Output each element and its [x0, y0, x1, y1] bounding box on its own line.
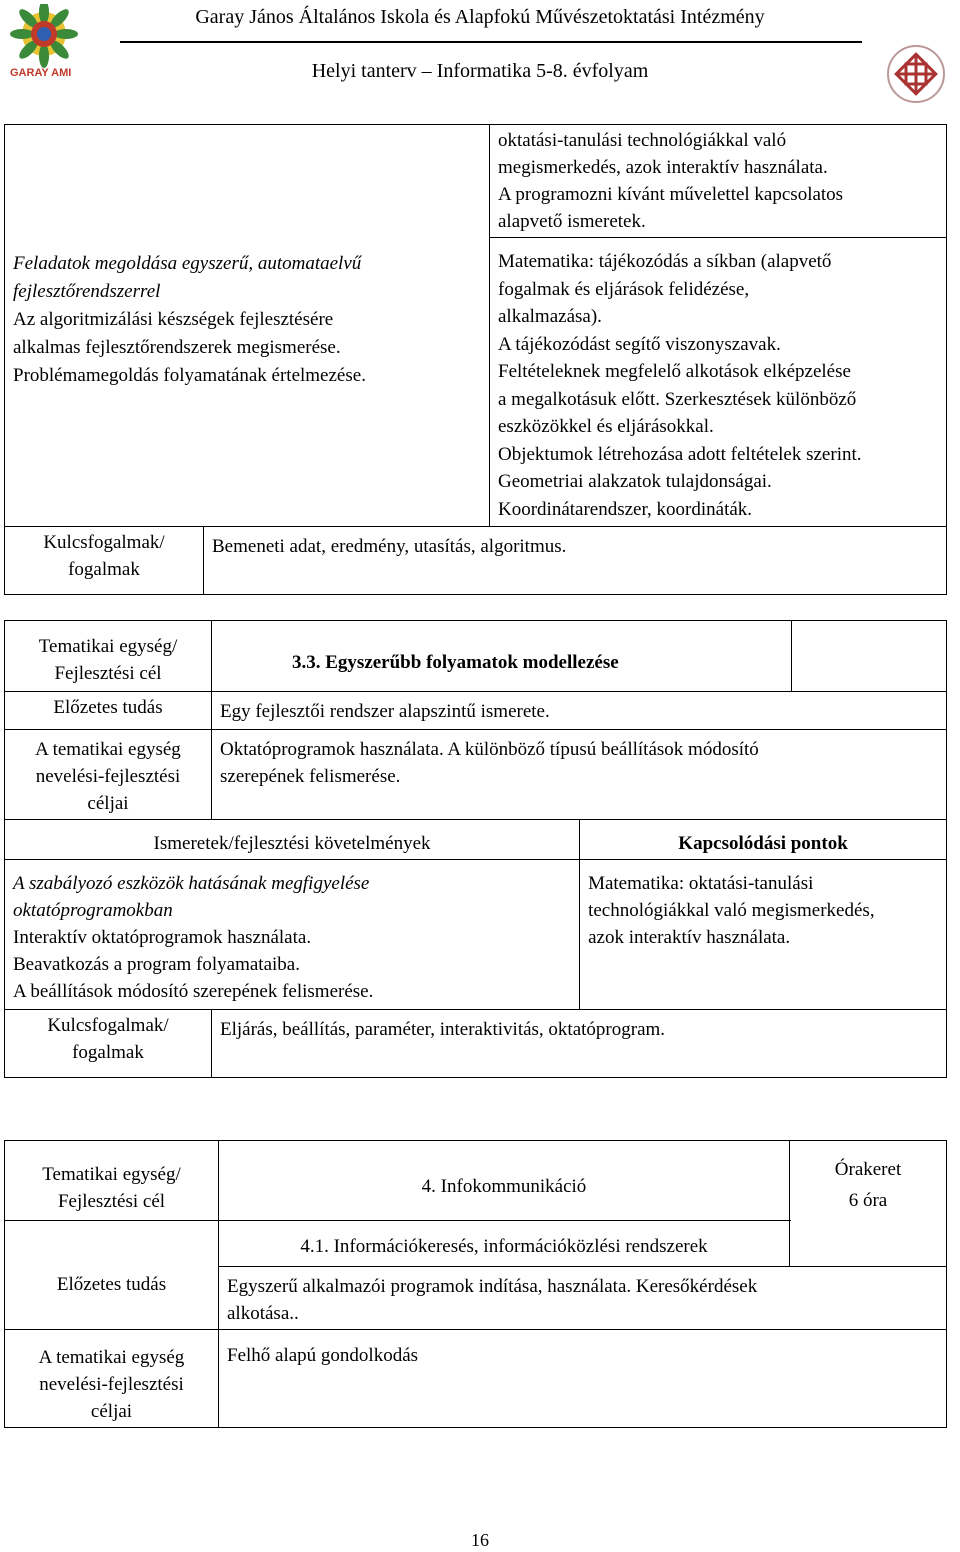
topic-3-3-table [4, 620, 947, 1078]
topic-label: Tematikai egység/ Fejlesztési cél [5, 1141, 219, 1221]
key-concepts-value: Eljárás, beállítás, paraméter, interaktivitás, oktatóprogram. [212, 1010, 947, 1078]
svg-text:GARAY AMI: GARAY AMI [10, 67, 72, 79]
topic-4-table [4, 1140, 947, 1428]
institution-emblem [886, 44, 946, 104]
connection-points-cell: Matematika: tájékozódás a síkban (alapvető fogalmak és eljárások felidézése, alkalmazása). A tájékozódást segítő viszonyszavak. Feltételeknek megfelelő alkotások elképzelése a megalkotásuk előtt. Szerkesztések különböző eszközökkel és eljárásokkal. Objektumok létrehozása adott feltételek szerint. Geometriai alakzatok tulajdonságai. Koordinátarendszer, koordináták. [490, 238, 947, 527]
school-name: Garay János Általános Iskola és Alapfokú Művészetoktatási Intézmény [195, 6, 765, 28]
prior-knowledge-value: Egyszerű alkalmazói programok indítása, használata. Keresőkérdések alkotása.. [219, 1267, 947, 1330]
requirements-header: Ismeretek/fejlesztési követelmények [5, 820, 580, 860]
key-concepts-label: Kulcsfogalmak/ fogalmak [5, 1010, 212, 1078]
goals-label: A tematikai egység nevelési-fejlesztési céljai [5, 1330, 219, 1428]
requirements-cell: A szabályozó eszközök hatásának megfigyelése oktatóprogramokban Interaktív oktatóprogramok használata. Beavatkozás a program folyamataiba. A beállítások módosító szerepének felismerése. [5, 860, 580, 1010]
key-concepts-value: Bemeneti adat, eredmény, utasítás, algoritmus. [204, 527, 947, 595]
empty-cell [792, 621, 947, 692]
topic-title: 3.3. Egyszerűbb folyamatok modellezése [212, 621, 792, 692]
page-number: 16 [471, 1530, 489, 1550]
document-subtitle: Helyi tanterv – Informatika 5-8. évfolyam [311, 60, 649, 82]
goals-value: Felhő alapú gondolkodás [219, 1330, 947, 1428]
goals-label: A tematikai egység nevelési-fejlesztési céljai [5, 730, 212, 820]
prior-knowledge-label: Előzetes tudás [5, 1221, 219, 1330]
connections-cell: Matematika: oktatási-tanulási technológiákkal való megismerkedés, azok interaktív használata. [580, 860, 947, 1010]
empty-cell [5, 125, 490, 238]
topic-title: 4. Infokommunikáció [219, 1141, 790, 1221]
previous-content-cell: oktatási-tanulási technológiákkal való megismerkedés, azok interaktív használata. A programozni kívánt művelettel kapcsolatos alapvető ismeretek. [490, 125, 947, 238]
header-divider [120, 41, 862, 43]
prior-knowledge-label: Előzetes tudás [5, 692, 212, 730]
topic-description-cell: Feladatok megoldása egyszerű, automataelvű fejlesztőrendszerrel Az algoritmizálási készségek fejlesztésére alkalmas fejlesztőrendszerek megismerése. Problémamegoldás folyamatának értelmezése. [5, 238, 490, 527]
school-logo [4, 4, 90, 80]
time-frame-cell: Órakeret 6 óra [790, 1141, 947, 1267]
prior-knowledge-value: Egy fejlesztői rendszer alapszintű ismerete. [212, 692, 947, 730]
subtopic-title: 4.1. Információkeresés, információközlési rendszerek [219, 1221, 790, 1267]
topic-label: Tematikai egység/ Fejlesztési cél [5, 621, 212, 692]
table-continuation [4, 124, 947, 595]
connections-header: Kapcsolódási pontok [580, 820, 947, 860]
key-concepts-label: Kulcsfogalmak/ fogalmak [5, 527, 204, 595]
goals-value: Oktatóprogramok használata. A különböző típusú beállítások módosító szerepének felismerése. [212, 730, 947, 820]
